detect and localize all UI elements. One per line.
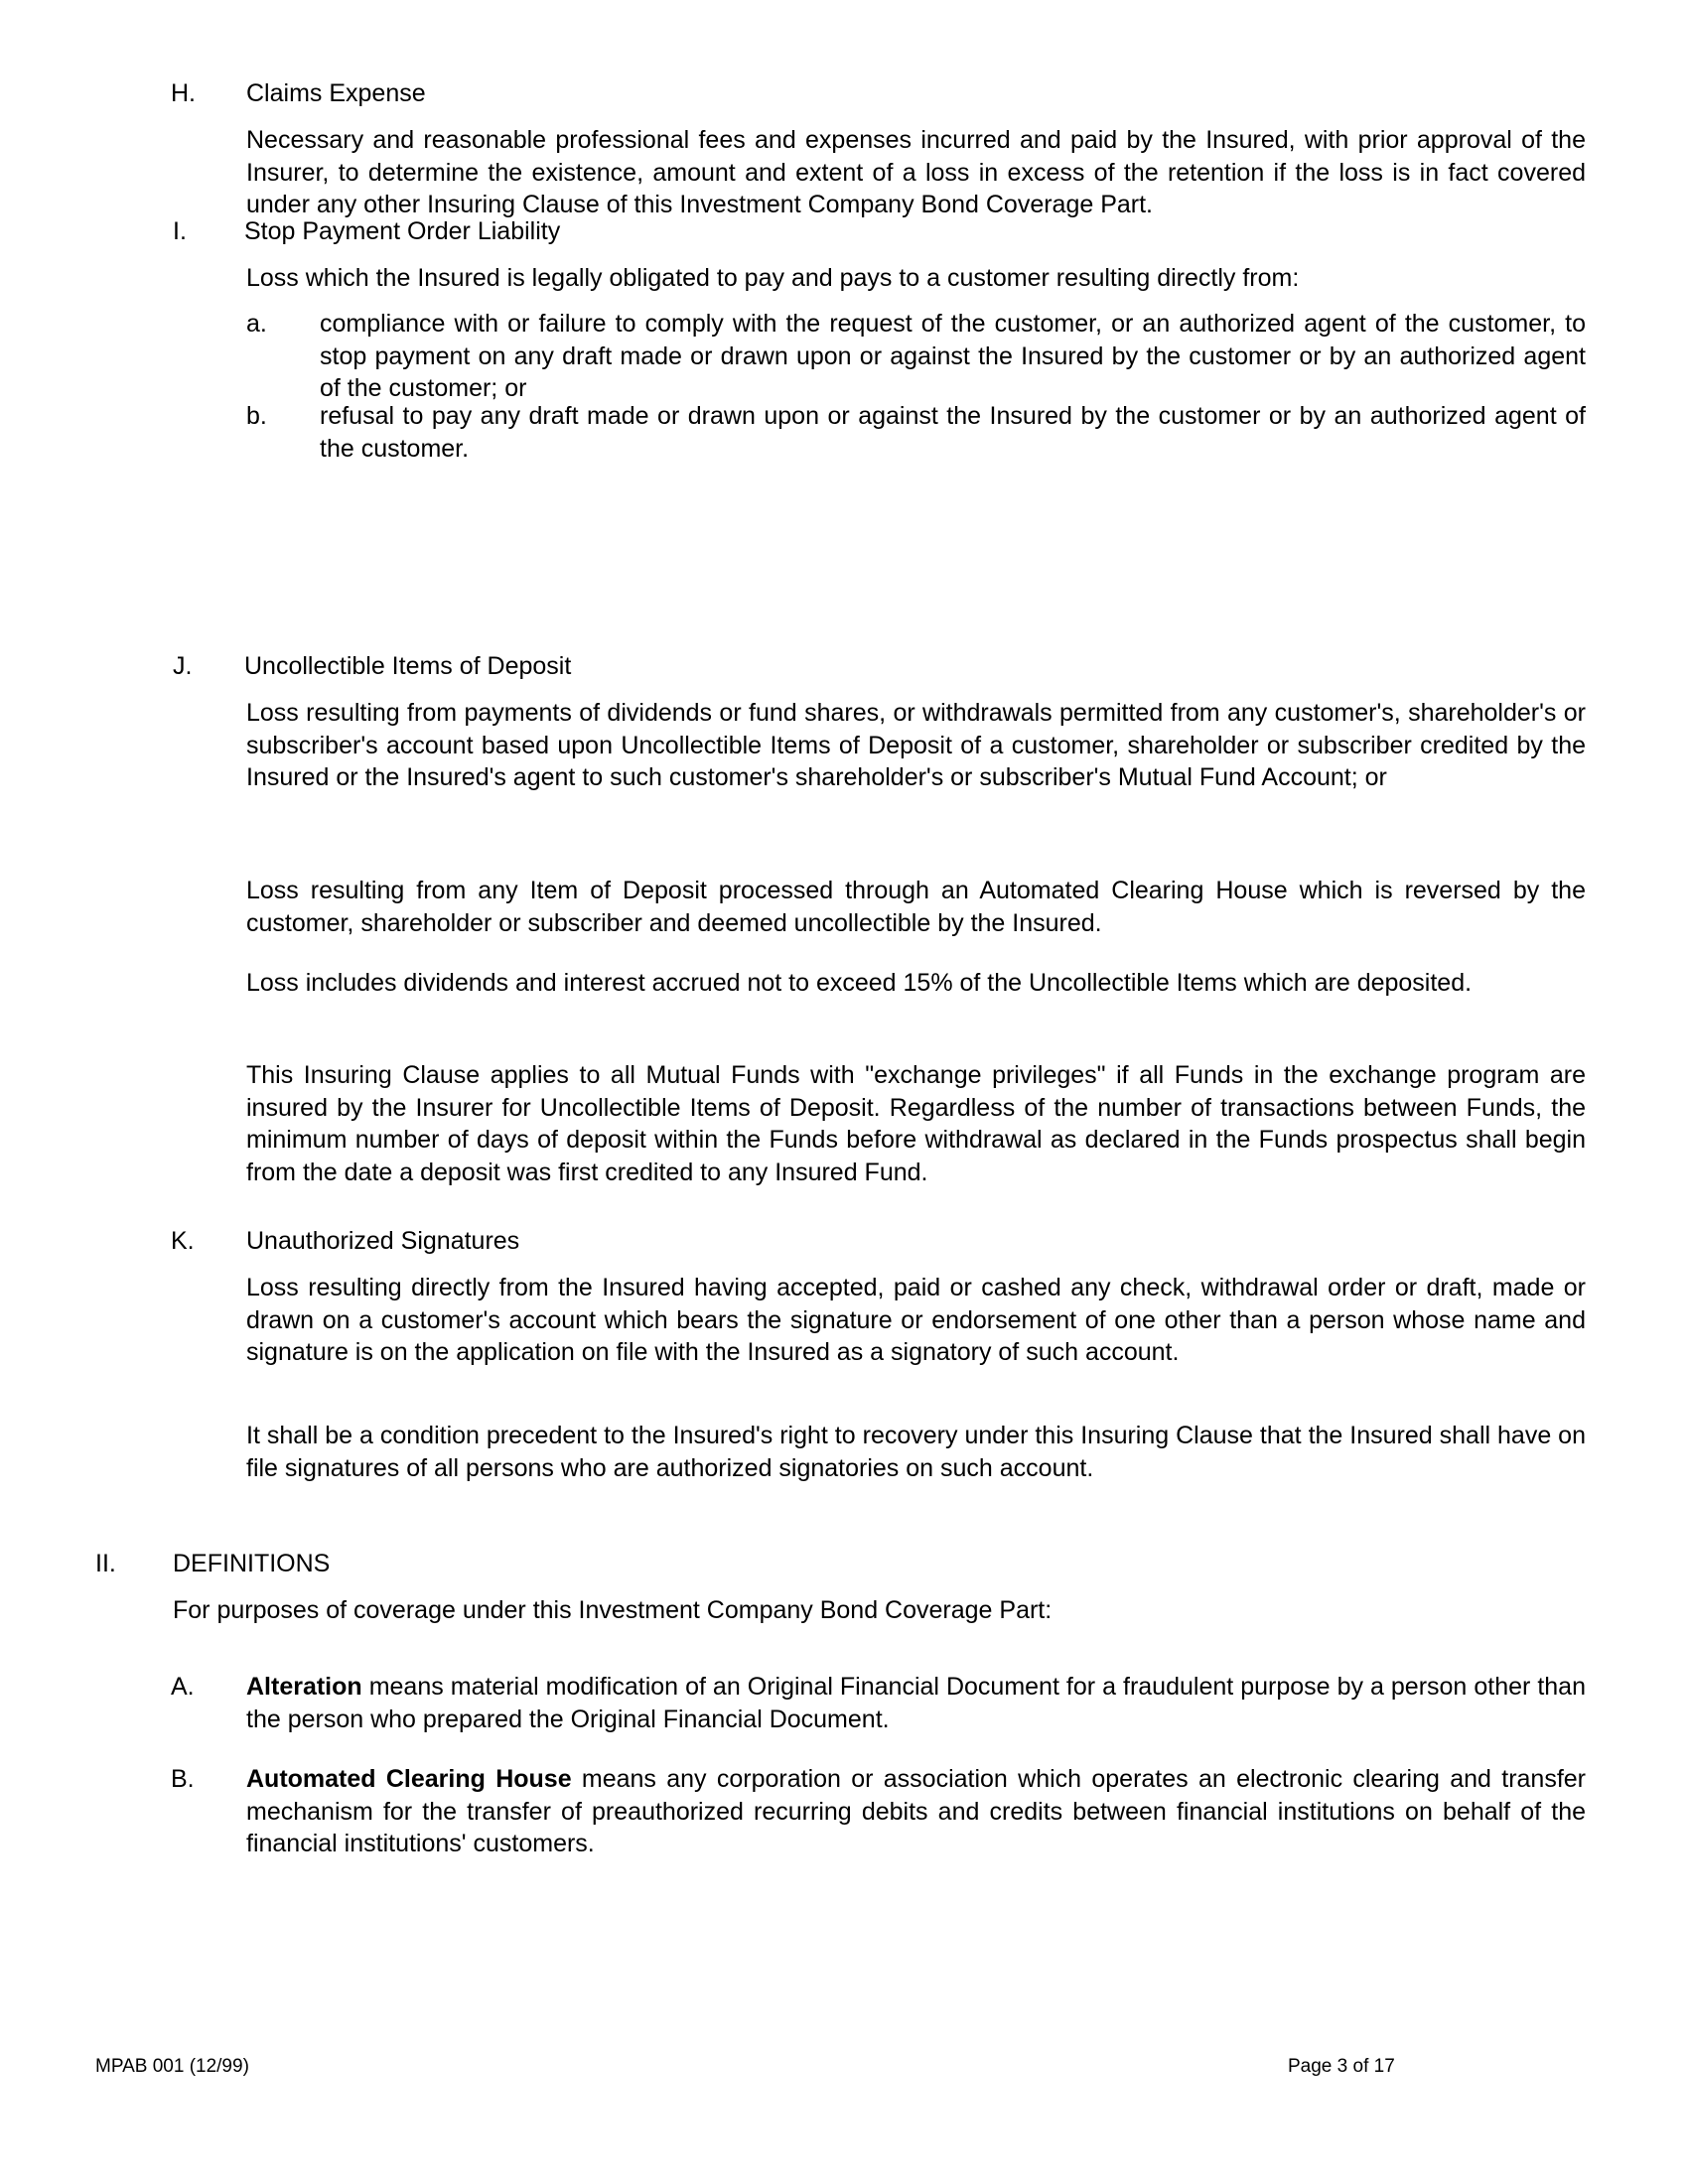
- clause-letter: H.: [171, 79, 196, 107]
- subitem-letter: a.: [246, 310, 267, 338]
- clause-body: Necessary and reasonable professional fees and expenses incurred and paid by the Insured, with prior approval of the Insurer, to determine the existence, amount and extent of a loss in excess of the retention if the loss is in fact covered under any other Insuring Clause of this Investment Company Bond Coverage Part.: [246, 126, 1586, 218]
- subitem-text: compliance with or failure to comply with the request of the customer, or an authorized agent of the customer, to stop payment on any draft made or drawn upon or against the Insured by the customer or by an authorized agent of the customer; or: [320, 310, 1586, 402]
- clause-paragraph: Loss resulting from any Item of Deposit processed through an Automated Clearing House which is reversed by the customer, shareholder or subscriber and deemed uncollectible by the Insured.: [246, 877, 1586, 937]
- clause-intro: Loss which the Insured is legally obligated to pay and pays to a customer resulting directly from:: [246, 264, 1300, 292]
- clause-title: Claims Expense: [246, 79, 426, 107]
- clause-paragraph: Loss includes dividends and interest accrued not to exceed 15% of the Uncollectible Items which are deposited.: [246, 969, 1473, 997]
- page-number: Page 3 of 17: [1288, 2056, 1395, 2077]
- clause-title: Unauthorized Signatures: [246, 1227, 520, 1255]
- subitem-text: refusal to pay any draft made or drawn upon or against the Insured by the customer or by an authorized agent of the customer.: [320, 402, 1586, 463]
- clause-title: Stop Payment Order Liability: [244, 217, 561, 245]
- definition-term: Alteration: [246, 1673, 362, 1701]
- subitem-letter: b.: [246, 402, 267, 430]
- clause-letter: K.: [171, 1227, 195, 1255]
- definitions-intro: For purposes of coverage under this Investment Company Bond Coverage Part:: [173, 1596, 1053, 1624]
- definition-alteration: [246, 1671, 1586, 1735]
- clause-letter: J.: [173, 652, 193, 680]
- clause-paragraph: It shall be a condition precedent to the Insured's right to recovery under this Insuring Clause that the Insured shall have on file signatures of all persons who are authorized signatories on such account.: [246, 1422, 1586, 1482]
- definition-text: means material modification of an Original Financial Document for a fraudulent purpose by a person other than the person who prepared the Original Financial Document.: [246, 1673, 1586, 1733]
- clause-letter: I.: [173, 217, 187, 245]
- definition-automated-clearing-house: [246, 1763, 1586, 1860]
- definition-letter: B.: [171, 1765, 195, 1793]
- section-numeral: II.: [95, 1550, 116, 1577]
- section-title: DEFINITIONS: [173, 1550, 331, 1577]
- clause-paragraph: Loss resulting directly from the Insured having accepted, paid or cashed any check, withdrawal order or draft, made or drawn on a customer's account which bears the signature or endorsement of one other than a person whose name and signature is on the application on file with the Insured as a signatory of such account.: [246, 1274, 1586, 1366]
- clause-paragraph: This Insuring Clause applies to all Mutual Funds with "exchange privileges" if all Funds in the exchange program are insured by the Insurer for Uncollectible Items of Deposit. Regardless of the number of transactions between Funds, the minimum number of days of deposit within the Funds before withdrawal as declared in the Funds prospectus shall begin from the date a deposit was first credited to any Insured Fund.: [246, 1061, 1586, 1186]
- clause-title: Uncollectible Items of Deposit: [244, 652, 572, 680]
- definition-text: means any corporation or association which operates an electronic clearing and transfer mechanism for the transfer of preauthorized recurring debits and credits between financial institutions on behalf of the financial institutions' customers.: [246, 1765, 1586, 1857]
- form-number: MPAB 001 (12/99): [95, 2056, 249, 2077]
- clause-paragraph: Loss resulting from payments of dividends or fund shares, or withdrawals permitted from any customer's, shareholder's or subscriber's account based upon Uncollectible Items of Deposit of a customer, shareholder or subscriber credited by the Insured or the Insured's agent to such customer's shareholder's or subscriber's Mutual Fund Account; or: [246, 699, 1586, 791]
- definition-term: Automated Clearing House: [246, 1765, 572, 1793]
- definition-letter: A.: [171, 1673, 195, 1701]
